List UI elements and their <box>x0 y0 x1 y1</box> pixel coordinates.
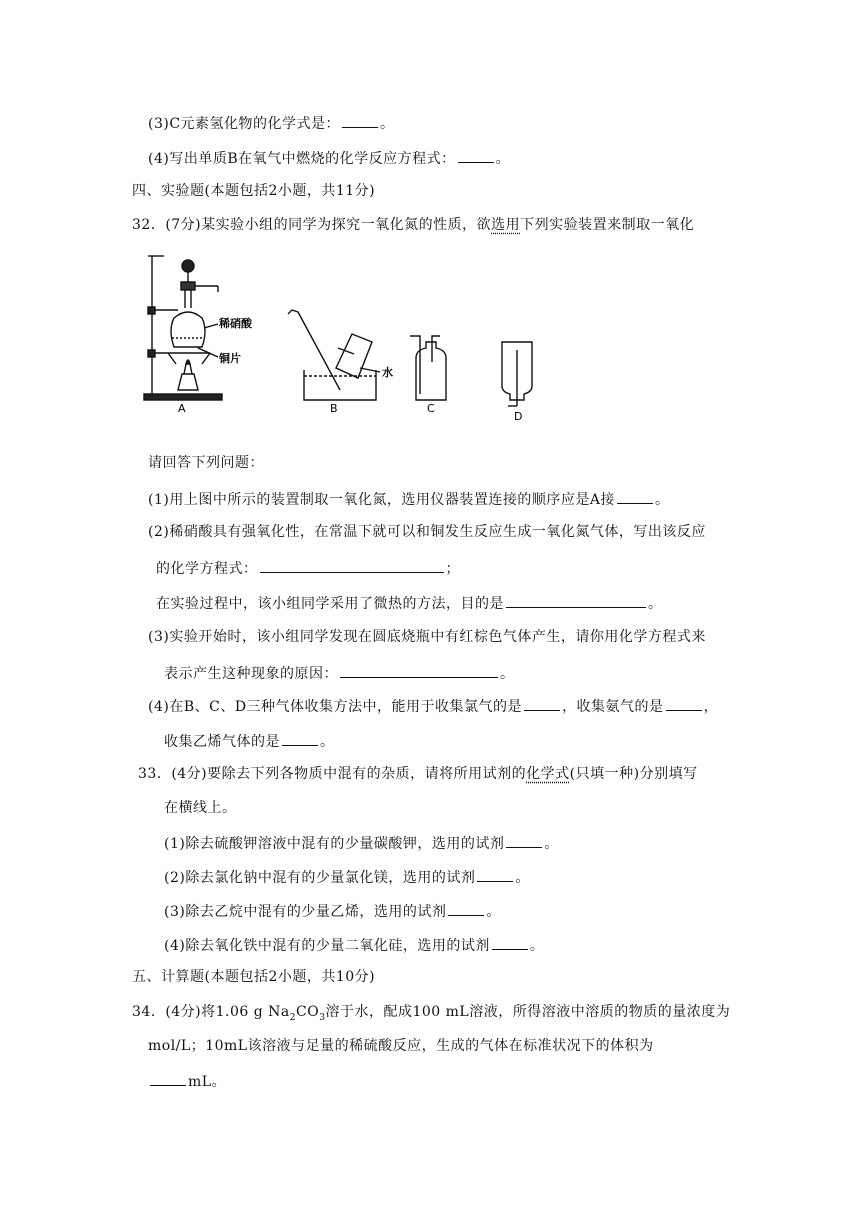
q34-line1: 34．(4分)将1.06 g $Na_2CO_3$溶于水，配成100 mL溶液，所得溶液中溶质的物质的量浓度为 <box>132 1004 731 1023</box>
answer-blank[interactable] <box>340 662 498 678</box>
q32-stem: 32．(7分)某实验小组的同学为探究一氧化氮的性质，欲选用下列实验装置来制取一氧化 <box>132 217 695 233</box>
answer-blank[interactable] <box>506 592 646 608</box>
answer-blank[interactable] <box>342 112 378 128</box>
q32-4-line2: 收集乙烯气体的是 。 <box>164 730 335 752</box>
apparatus-c <box>410 336 446 400</box>
label-dilute-nitric-acid: 稀硝酸 <box>219 317 252 330</box>
label-water: 水 <box>382 366 393 379</box>
q32-3-line2: 表示产生这种现象的原因： 。 <box>164 662 515 684</box>
label-d: D <box>514 410 523 420</box>
q33-3: (3)除去乙烷中混有的少量乙烯，选用的试剂 。 <box>164 900 501 922</box>
label-copper-sheet: 铜片 <box>219 352 241 365</box>
answer-blank[interactable] <box>477 866 513 882</box>
q34-line2: mol/L；10mL该溶液与足量的稀硫酸反应，生成的气体在标准状况下的体积为 <box>148 1038 654 1054</box>
answer-blank[interactable] <box>150 1070 186 1086</box>
q33-4: (4)除去氧化铁中混有的少量二氧化硅，选用的试剂 。 <box>164 934 544 956</box>
apparatus-figure <box>140 250 540 420</box>
q31-4: (4)写出单质B在氧气中燃烧的化学反应方程式： 。 <box>148 147 510 169</box>
answer-blank[interactable] <box>458 147 494 163</box>
q33-2: (2)除去氯化钠中混有的少量氯化镁，选用的试剂 。 <box>164 866 530 888</box>
prompt-intro: 请回答下列问题： <box>148 455 264 471</box>
label-a: A <box>178 402 186 415</box>
answer-blank[interactable] <box>506 832 542 848</box>
apparatus-d <box>502 342 532 406</box>
q32-3-line1: (3)实验开始时，该小组同学发现在圆底烧瓶中有红棕色气体产生，请你用化学方程式来 <box>148 629 706 645</box>
answer-blank[interactable] <box>492 934 528 950</box>
answer-blank[interactable] <box>666 695 702 711</box>
apparatus-b <box>288 310 380 400</box>
q32-2-line2: 的化学方程式： ； <box>156 557 460 579</box>
label-c: C <box>427 402 435 415</box>
q32-2-line1: (2)稀硝酸具有强氧化性，在常温下就可以和铜发生反应生成一氧化氮气体，写出该反应 <box>148 524 706 540</box>
q33-stem-cont: 在横线上。 <box>164 800 237 816</box>
q34-line3: mL。 <box>148 1070 226 1092</box>
q31-3: (3)C元素氢化物的化学式是： 。 <box>148 112 395 134</box>
answer-blank[interactable] <box>617 488 653 504</box>
apparatus-a <box>144 256 222 400</box>
q32-1: (1)用上图中所示的装置制取一氧化氮，选用仪器装置连接的顺序应是A接 。 <box>148 488 669 510</box>
answer-blank[interactable] <box>524 695 560 711</box>
q33-stem: 33．(4分)要除去下列各物质中混有的杂质，请将所用试剂的化学式(只填一种)分别填写 <box>138 766 698 782</box>
section-4-heading: 四、实验题(本题包括2小题，共11分) <box>132 183 376 199</box>
q32-2-line3: 在实验过程中，该小组同学采用了微热的方法，目的是 。 <box>156 592 663 614</box>
q33-1: (1)除去硫酸钾溶液中混有的少量碳酸钾，选用的试剂 。 <box>164 832 559 854</box>
answer-blank[interactable] <box>282 730 318 746</box>
label-b: B <box>330 402 338 415</box>
answer-blank[interactable] <box>448 900 484 916</box>
q32-4-line1: (4)在B、C、D三种气体收集方法中，能用于收集氯气的是 ，收集氨气的是 ， <box>148 695 718 717</box>
section-5-heading: 五、计算题(本题包括2小题，共10分) <box>132 969 376 985</box>
answer-blank[interactable] <box>260 557 444 573</box>
